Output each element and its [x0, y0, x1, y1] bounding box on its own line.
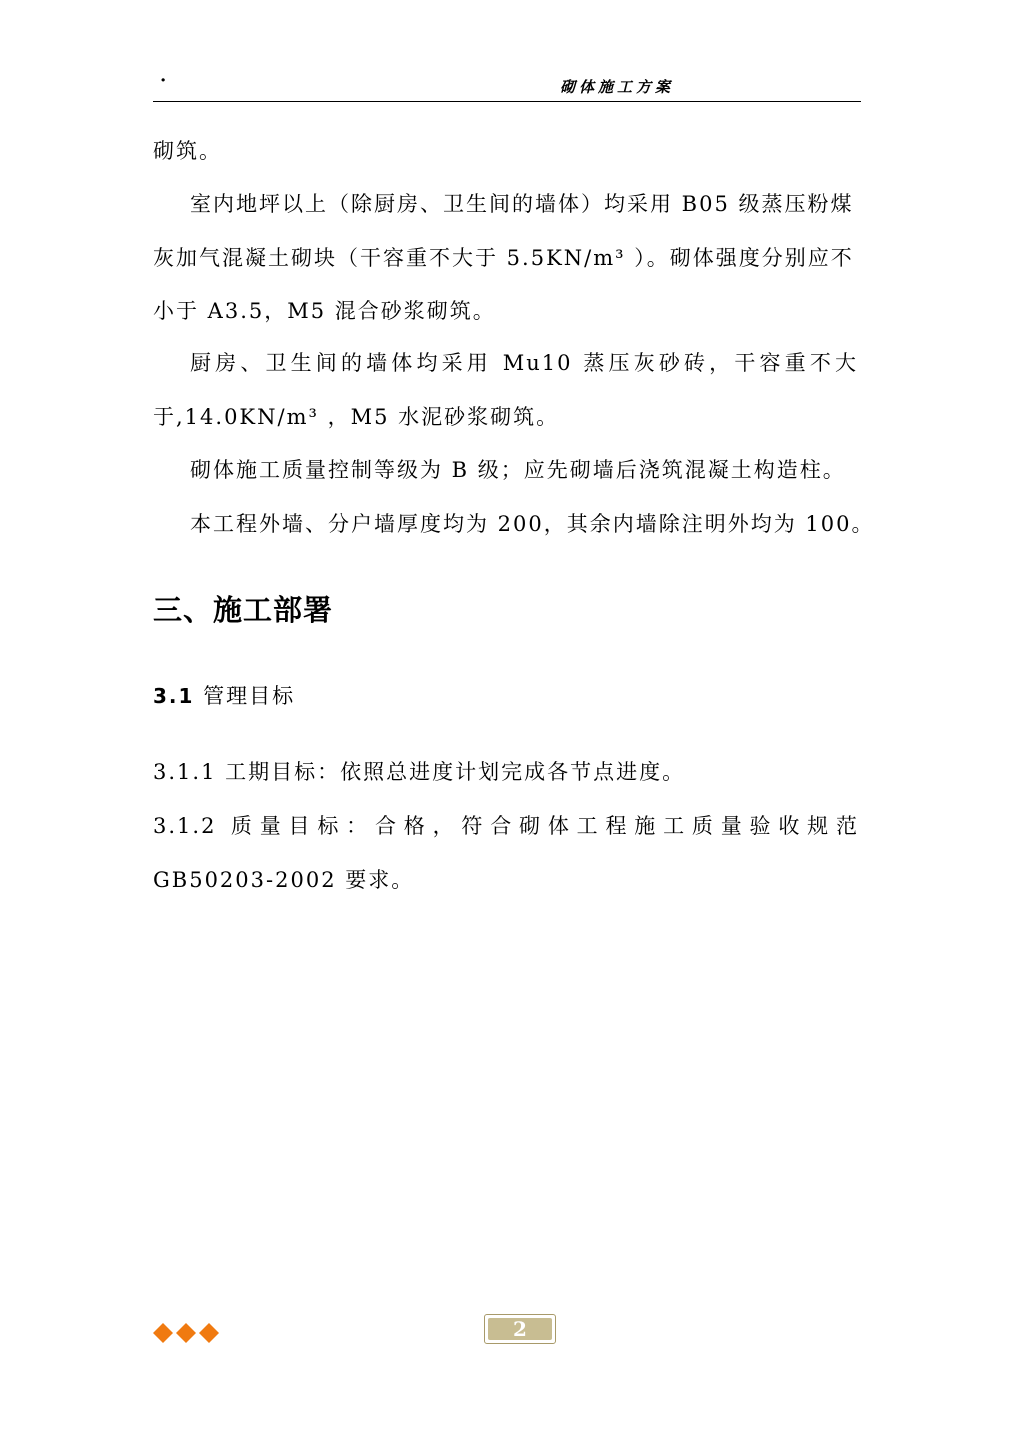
paragraph-line: 室内地坪以上（除厨房、卫生间的墙体）均采用 B05 级蒸压粉煤 [190, 192, 854, 216]
list-item: 3.1.1 工期目标：依照总进度计划完成各节点进度。 [153, 760, 686, 784]
subsection-title: 管理目标 [194, 684, 296, 708]
header-divider [153, 101, 861, 102]
page-number-badge [484, 1314, 556, 1344]
paragraph-continuation: 砌筑。 [153, 139, 222, 163]
paragraph-line: 砌体施工质量控制等级为 B 级；应先砌墙后浇筑混凝土构造柱。 [190, 458, 846, 482]
list-item: 3.1.2 质量目标：合格，符合砌体工程施工质量验收规范 [153, 814, 859, 838]
paragraph-line: 于,14.0KN/m³ ，M5 水泥砂浆砌筑。 [153, 405, 560, 429]
subsection-number: 3.1 [153, 684, 195, 708]
paragraph-line: 灰加气混凝土砌块（干容重不大于 5.5KN/m³ ）。砌体强度分别应不 [153, 246, 854, 270]
footer-diamonds-icon [152, 1321, 222, 1345]
header-bullet: · [160, 70, 167, 91]
page-number: 2 [488, 1318, 552, 1340]
paragraph-line: 厨房、卫生间的墙体均采用 Mu10 蒸压灰砂砖，干容重不大 [190, 351, 858, 375]
paragraph-line: 本工程外墙、分户墙厚度均为 200，其余内墙除注明外均为 100。 [190, 512, 875, 536]
header-title: 砌体施工方案 [560, 78, 675, 96]
subsection-heading [153, 680, 295, 710]
section-heading: 三、施工部署 [153, 593, 334, 627]
list-item-continuation: GB50203-2002 要求。 [153, 868, 415, 892]
paragraph-line: 小于 A3.5，M5 混合砂浆砌筑。 [153, 299, 496, 323]
